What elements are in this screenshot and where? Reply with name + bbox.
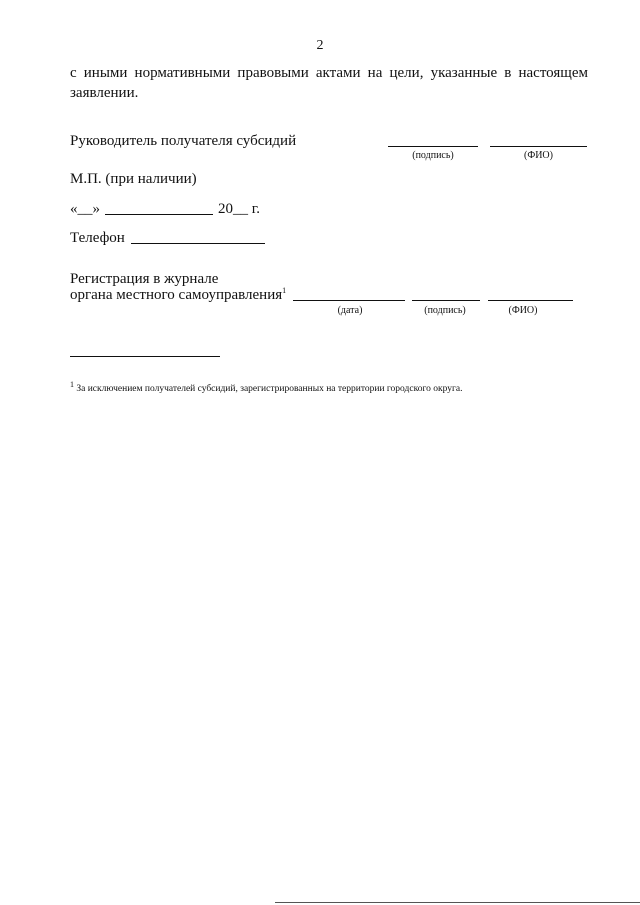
page-number: 2 bbox=[316, 38, 324, 53]
registration-line-2-text: органа местного самоуправления bbox=[70, 287, 283, 303]
registration-footnote-ref: 1 bbox=[282, 286, 287, 295]
phone-label: Телефон bbox=[70, 230, 125, 246]
registration-line-2 bbox=[70, 287, 286, 304]
registration-name-caption: (ФИО) bbox=[508, 305, 538, 316]
registration-signature-line bbox=[412, 300, 480, 301]
head-signature-caption: (подпись) bbox=[412, 150, 454, 161]
intro-line-2: заявлении. bbox=[70, 85, 139, 101]
footnote-text: За исключением получателей субсидий, зарегистрированных на территории городского округа. bbox=[76, 384, 463, 394]
seal-label: М.П. (при наличии) bbox=[70, 171, 197, 187]
footnote bbox=[70, 379, 463, 394]
registration-line-1: Регистрация в журнале bbox=[70, 271, 219, 287]
date-day: «__» bbox=[70, 201, 100, 217]
footnote-marker: 1 bbox=[70, 379, 74, 389]
registration-signature-caption: (подпись) bbox=[424, 305, 466, 316]
scan-edge-line bbox=[275, 902, 640, 903]
footnote-separator bbox=[70, 356, 220, 357]
head-name-line bbox=[490, 146, 587, 147]
date-year: 20__ г. bbox=[218, 201, 260, 217]
date-month-line bbox=[105, 214, 213, 215]
head-label: Руководитель получателя субсидий bbox=[70, 133, 297, 149]
registration-name-line bbox=[488, 300, 573, 301]
registration-date-line bbox=[293, 300, 405, 301]
phone-line bbox=[131, 243, 265, 244]
intro-line-1: с иными нормативными правовыми актами на цели, указанные в настоящем bbox=[70, 65, 588, 81]
head-name-caption: (ФИО) bbox=[523, 150, 553, 161]
registration-date-caption: (дата) bbox=[337, 305, 363, 316]
head-signature-line bbox=[388, 146, 478, 147]
